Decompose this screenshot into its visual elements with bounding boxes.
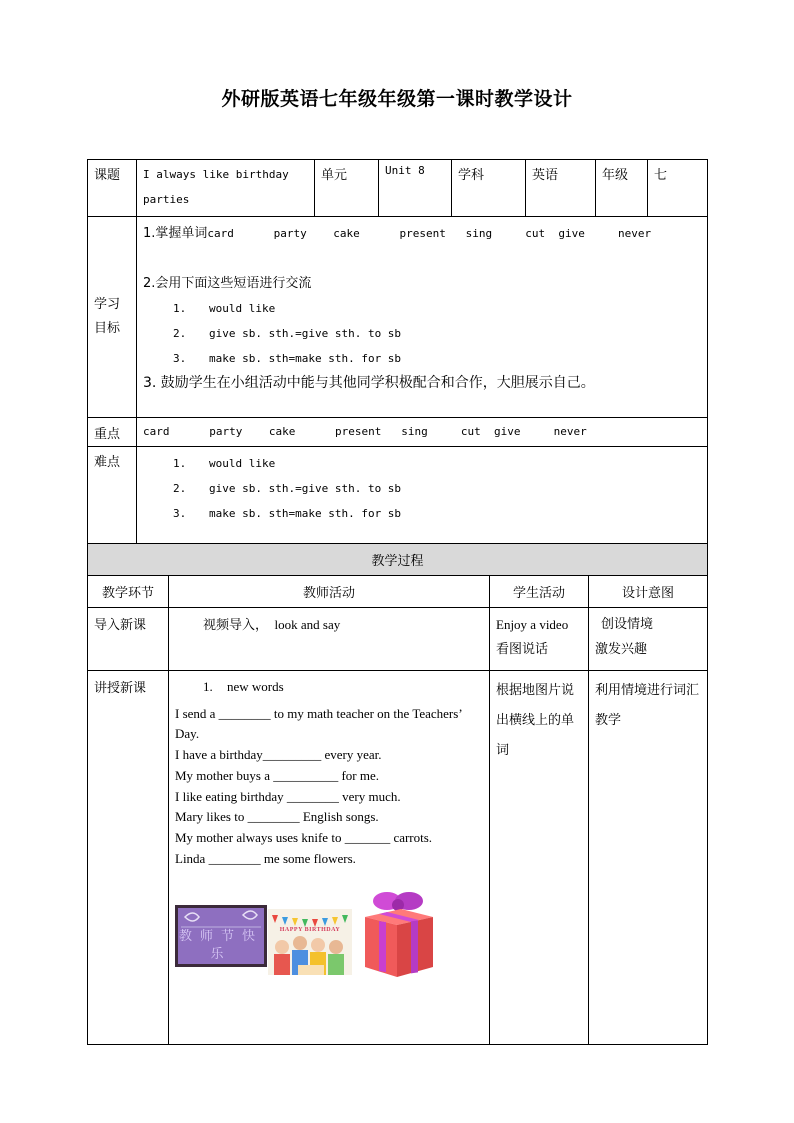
exercise-sentence: I like eating birthday ________ very much. xyxy=(175,788,401,804)
topic-value: I always like birthday parties xyxy=(137,160,315,217)
column-header-stage: 教学环节 xyxy=(88,576,169,608)
phrase-row xyxy=(143,346,701,371)
subject-value: 英语 xyxy=(526,160,596,217)
phrase-text: give sb. sth.=give sth. to sb xyxy=(209,327,402,340)
spacer xyxy=(143,246,701,271)
exercise-sentence: Mary likes to ________ English songs. xyxy=(175,809,379,825)
teaching-process-table xyxy=(87,543,708,1045)
objective-3: 3. 鼓励学生在小组活动中能与其他同学积极配合和合作，大胆展示自己。 xyxy=(143,375,595,391)
unit-label: 单元 xyxy=(315,160,379,217)
subject-label: 学科 xyxy=(452,160,526,217)
phrase-row xyxy=(143,296,701,321)
difficulties-label: 难点 xyxy=(88,447,137,548)
objective-1-words: card party cake present sing cut give never xyxy=(207,227,652,240)
phrase-row xyxy=(143,501,701,526)
phrase-number: 1. xyxy=(173,457,187,470)
objective-2: 2.会用下面这些短语进行交流 xyxy=(143,276,312,291)
exercise-sentence: Linda ________ me some flowers. xyxy=(175,850,356,866)
heading-text: new words xyxy=(227,679,284,694)
stage-new-lesson: 讲授新课 xyxy=(88,671,169,1045)
column-header-teacher: 教师活动 xyxy=(169,576,490,608)
phrase-text: give sb. sth.=give sth. to sb xyxy=(209,482,402,495)
key-points-value: card party cake present sing cut give never xyxy=(137,418,708,447)
page-title: 外研版英语七年级年级第一课时教学设计 xyxy=(221,88,573,110)
student-new-lesson-text: 根据地图片说出横线上的单词 xyxy=(496,683,575,758)
grade-value: 七 xyxy=(648,160,708,217)
column-header-intent: 设计意图 xyxy=(589,576,708,608)
phrase-row xyxy=(143,321,701,346)
phrase-text: would like xyxy=(209,457,276,470)
student-new-lesson xyxy=(490,671,589,1045)
phrase-number: 2. xyxy=(173,327,187,340)
process-header: 教学过程 xyxy=(88,544,708,576)
phrase-number: 1. xyxy=(173,302,187,315)
teacher-new-lesson xyxy=(169,671,490,1045)
objectives-content xyxy=(137,217,708,418)
phrase-text: make sb. sth=make sth. for sb xyxy=(209,352,402,365)
key-points-label: 重点 xyxy=(88,418,137,447)
objectives-label xyxy=(88,217,137,418)
exercise-sentence: My mother always uses knife to _______ carrots. xyxy=(175,829,433,845)
phrase-text: would like xyxy=(209,302,276,315)
phrase-number: 3. xyxy=(173,507,187,520)
stage-intro: 导入新课 xyxy=(88,608,169,671)
banner-text: HAPPY BIRTHDAY xyxy=(279,927,341,934)
new-words-heading xyxy=(175,677,483,698)
intent-intro-line: 激发兴趣 xyxy=(595,642,648,657)
objectives-label-text: 学习目标 xyxy=(94,297,121,336)
unit-value: Unit 8 xyxy=(379,160,452,217)
exercise-sentence: I send a ________ to my math teacher on the Teachers’ Day. xyxy=(175,705,462,742)
phrase-row xyxy=(143,451,701,476)
exercise-sentence: My mother buys a __________ for me. xyxy=(175,767,380,783)
difficulties-content xyxy=(137,447,708,548)
phrase-number: 2. xyxy=(173,482,187,495)
student-intro-line: Enjoy a video xyxy=(496,617,569,632)
phrase-number: 3. xyxy=(173,352,187,365)
picture-row xyxy=(175,887,483,977)
objective-1-prefix: 1.掌握单词 xyxy=(143,226,208,241)
phrase-row xyxy=(143,476,701,501)
intent-new-lesson xyxy=(589,671,708,1045)
intent-intro-line: 创设情境 xyxy=(601,617,654,632)
gift-box-image xyxy=(357,887,437,979)
exercise-sentence: I have a birthday_________ every year. xyxy=(175,747,382,763)
student-intro xyxy=(490,608,589,671)
intent-new-lesson-text: 利用情境进行词汇教学 xyxy=(595,683,700,728)
grade-label: 年级 xyxy=(596,160,648,217)
intent-intro xyxy=(589,608,708,671)
heading-number: 1. xyxy=(203,679,213,694)
student-intro-line: 看图说话 xyxy=(496,642,549,657)
lesson-info-table xyxy=(87,159,708,548)
teacher-intro: 视频导入， look and say xyxy=(169,608,490,671)
topic-label: 课题 xyxy=(88,160,137,217)
objective-1 xyxy=(143,221,701,246)
birthday-party-image xyxy=(268,909,352,975)
phrase-text: make sb. sth=make sth. for sb xyxy=(209,507,402,520)
column-header-student: 学生活动 xyxy=(490,576,589,608)
card-text: 教师节快乐 xyxy=(179,928,264,962)
